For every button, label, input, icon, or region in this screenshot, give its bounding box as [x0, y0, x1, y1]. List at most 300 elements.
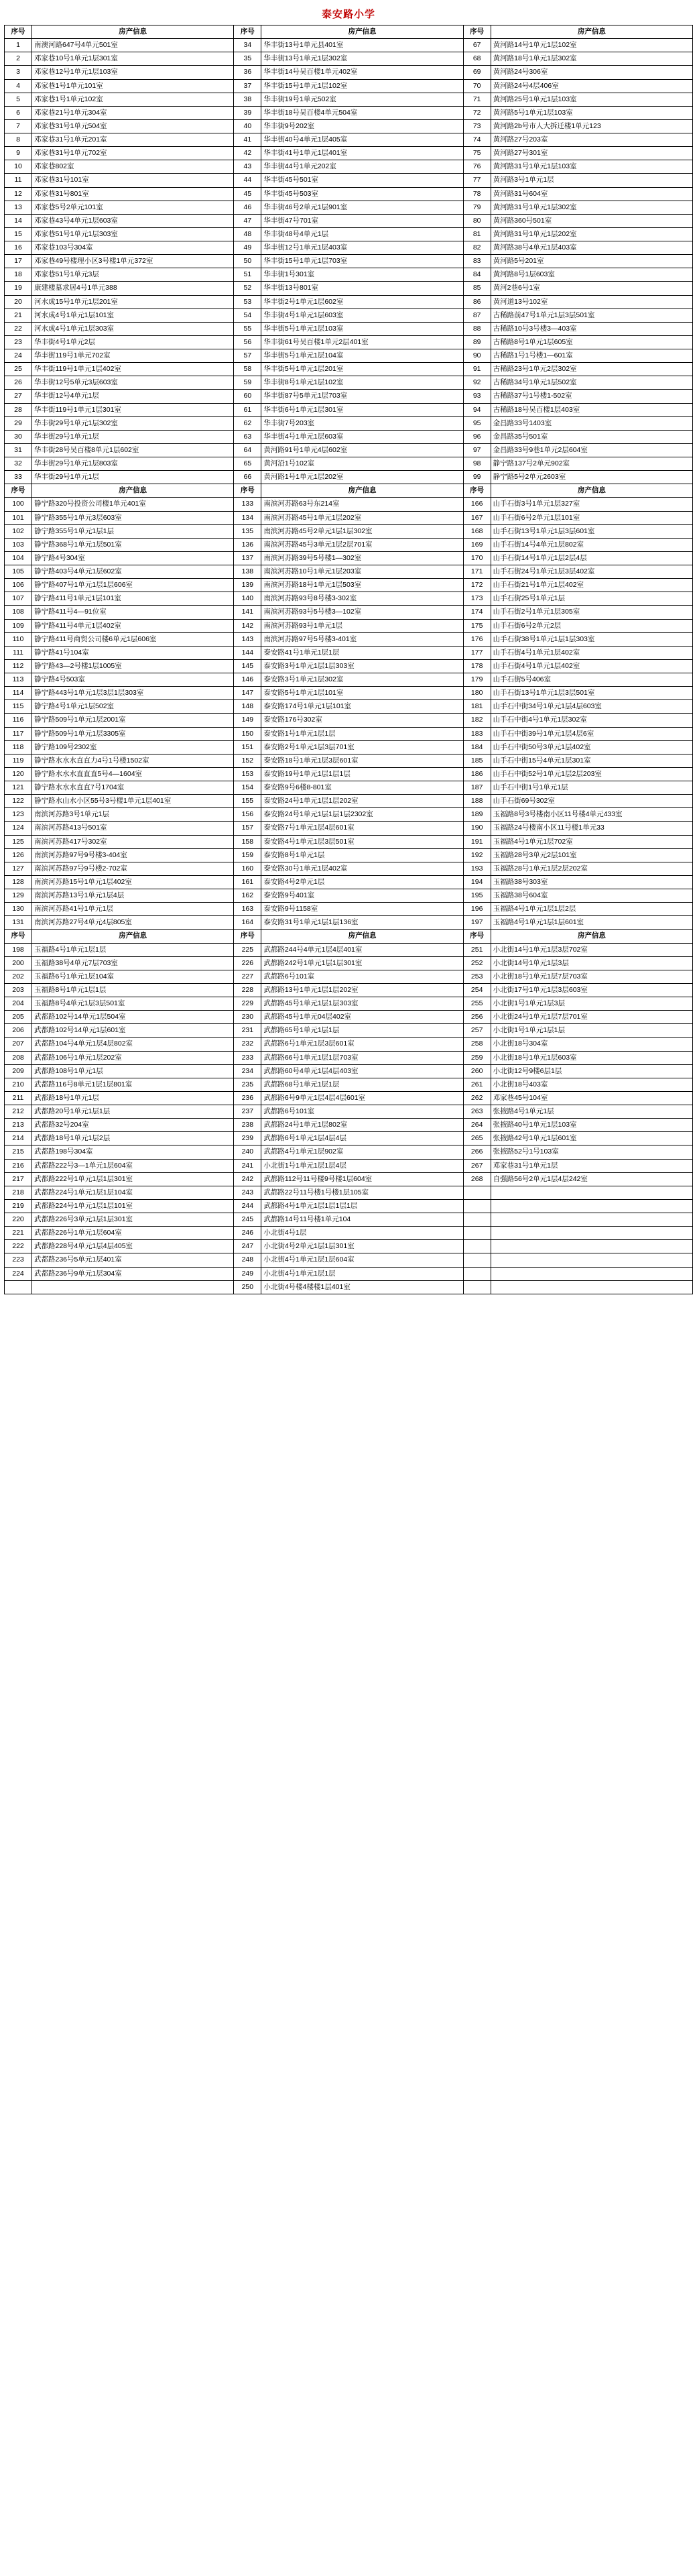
- cell-index: 45: [234, 187, 261, 201]
- cell-address: 古稀路10号3号楼3—403室: [491, 322, 692, 335]
- cell-address: 南滨河苏路63号东214室: [261, 498, 463, 511]
- cell-address: 武都路108号1单元1层: [32, 1064, 234, 1078]
- table-row: [5, 687, 693, 700]
- cell-index: 22: [5, 322, 32, 335]
- table-row: [5, 511, 693, 524]
- table-row: [5, 862, 693, 875]
- cell-index: [463, 1199, 491, 1213]
- cell-index: 157: [234, 822, 261, 835]
- cell-address: 泰安路7号1单元1层4层601室: [261, 822, 463, 835]
- cell-address: 南滨河苏路93号1单元1层: [261, 619, 463, 632]
- cell-address: 泰安路31号1单元1层1层136室: [261, 916, 463, 930]
- cell-index: 250: [234, 1280, 261, 1294]
- cell-address: 山手石街24号1单元1层3层402室: [491, 565, 692, 579]
- cell-index: 221: [5, 1227, 32, 1240]
- cell-address: 武都路102号14单元1层601室: [32, 1024, 234, 1038]
- table-row: [5, 322, 693, 335]
- cell-address: 张掖路40号1单元1层103室: [491, 1119, 692, 1132]
- table-row: [5, 592, 693, 606]
- cell-address: 武都路32号204室: [32, 1119, 234, 1132]
- cell-index: [463, 1240, 491, 1253]
- cell-index: 51: [234, 268, 261, 282]
- cell-address: 静宁路368号1单元1层501室: [32, 538, 234, 551]
- cell-address: 南滨河苏路13号1单元1层4层: [32, 889, 234, 903]
- table-row: [5, 538, 693, 551]
- table-row: [5, 997, 693, 1011]
- cell-index: 6: [5, 106, 32, 119]
- cell-index: 177: [463, 646, 491, 659]
- cell-index: 163: [234, 903, 261, 916]
- table-row: [5, 524, 693, 538]
- cell-address: 华丰街5号1单元1层201室: [261, 363, 463, 376]
- cell-index: 76: [463, 160, 491, 174]
- cell-index: 178: [463, 659, 491, 673]
- table-row: [5, 700, 693, 714]
- cell-address: 小北街1号1单元1层1层4层: [261, 1159, 463, 1172]
- cell-address: 小北街12号9楼6层1层: [491, 1064, 692, 1078]
- cell-address: 小北街18号1单元1层603室: [491, 1051, 692, 1064]
- cell-index: 209: [5, 1064, 32, 1078]
- cell-address: 泰安路24号1单元1层1层1层2302室: [261, 808, 463, 822]
- cell-index: 39: [234, 106, 261, 119]
- cell-address: 静宁路4号503室: [32, 673, 234, 687]
- cell-address: 华丰街6号1单元1层301室: [261, 403, 463, 416]
- cell-address: 华丰街7号203室: [261, 416, 463, 430]
- cell-index: 28: [5, 403, 32, 416]
- cell-address: 山手石街4号1单元1层402室: [491, 646, 692, 659]
- cell-address: 南滨河苏路45号3单元1层2层701室: [261, 538, 463, 551]
- header-addr-2: 房产信息: [261, 25, 463, 39]
- cell-index: 143: [234, 632, 261, 646]
- cell-index: 11: [5, 174, 32, 187]
- cell-address: 武都路116号8单元1层1层801室: [32, 1078, 234, 1091]
- cell-index: 62: [234, 416, 261, 430]
- cell-index: 247: [234, 1240, 261, 1253]
- cell-address: 华丰街8号1单元1层102室: [261, 376, 463, 390]
- cell-address: 小北街18号304室: [491, 1038, 692, 1051]
- cell-address: 南澳河路647号4单元501室: [32, 39, 234, 52]
- cell-address: 武都路6号9单元1层4层4层601室: [261, 1091, 463, 1105]
- table-row: [5, 457, 693, 471]
- cell-index: 251: [463, 943, 491, 956]
- cell-address: 华丰街13号1单元县401室: [261, 39, 463, 52]
- cell-index: 47: [234, 214, 261, 227]
- cell-address: 山手石中街4号1单元1层302室: [491, 714, 692, 727]
- cell-address: 武都路222号3—1单元1层604室: [32, 1159, 234, 1172]
- table-row: [5, 416, 693, 430]
- cell-index: 43: [234, 160, 261, 174]
- cell-index: 100: [5, 498, 32, 511]
- cell-address: 南滨河苏路97号5号楼3-401室: [261, 632, 463, 646]
- cell-index: 105: [5, 565, 32, 579]
- cell-index: [463, 1267, 491, 1280]
- cell-index: 268: [463, 1172, 491, 1186]
- cell-index: 114: [5, 687, 32, 700]
- cell-address: 邓家巷31号801室: [32, 187, 234, 201]
- cell-index: 195: [463, 889, 491, 903]
- cell-index: 206: [5, 1024, 32, 1038]
- cell-address: 华丰街15号1单元1层102室: [261, 79, 463, 93]
- cell-index: 101: [5, 511, 32, 524]
- cell-index: 176: [463, 632, 491, 646]
- cell-address: 武都路226号1单元1层604室: [32, 1227, 234, 1240]
- cell-index: 134: [234, 511, 261, 524]
- cell-index: 243: [234, 1186, 261, 1199]
- cell-index: 118: [5, 740, 32, 754]
- cell-address: 华丰街4号1单元1层603室: [261, 430, 463, 443]
- table-row: [5, 835, 693, 848]
- cell-address: 山手石街14号4单元1层802室: [491, 538, 692, 551]
- header-num-2: 序号: [234, 25, 261, 39]
- cell-index: 107: [5, 592, 32, 606]
- cell-index: 151: [234, 740, 261, 754]
- cell-index: 117: [5, 727, 32, 740]
- table-row: [5, 606, 693, 619]
- cell-address: 邓家巷31号1单元201室: [32, 133, 234, 147]
- cell-address: 静宁路411号4单元1层402室: [32, 619, 234, 632]
- cell-address: 泰安路9号1158室: [261, 903, 463, 916]
- table-row: [5, 565, 693, 579]
- table-row: [5, 916, 693, 930]
- cell-index: 252: [463, 956, 491, 970]
- cell-index: 149: [234, 714, 261, 727]
- cell-index: 20: [5, 295, 32, 309]
- header-num-2: 序号: [234, 484, 261, 498]
- cell-address: 玉福路38号303室: [491, 875, 692, 889]
- cell-index: 146: [234, 673, 261, 687]
- cell-address: 泰安路5号1单元1层101室: [261, 687, 463, 700]
- cell-index: 103: [5, 538, 32, 551]
- cell-address: 黄河道13号102室: [491, 295, 692, 309]
- cell-index: 84: [463, 268, 491, 282]
- cell-address: 玉福路38号4单元7层703室: [32, 956, 234, 970]
- table-body-2: [5, 484, 693, 930]
- cell-index: 197: [463, 916, 491, 930]
- cell-address: 山手石中街39号1单元1层4层6室: [491, 727, 692, 740]
- cell-index: 240: [234, 1145, 261, 1159]
- cell-index: 183: [463, 727, 491, 740]
- table-row: [5, 970, 693, 983]
- cell-index: 74: [463, 133, 491, 147]
- cell-index: [5, 1280, 32, 1294]
- cell-address: 静宁路水水水直直7号1704室: [32, 781, 234, 795]
- table-row: [5, 106, 693, 119]
- cell-address: 黄河路2b号市人大拆迁楼1单元123: [491, 119, 692, 133]
- cell-address: 古稀路18号吴百楼1层403室: [491, 403, 692, 416]
- cell-index: 89: [463, 335, 491, 349]
- cell-address: 小北街14号1单元1层3层: [491, 956, 692, 970]
- cell-index: 108: [5, 606, 32, 619]
- cell-address: 静宁路137号2单元902室: [491, 457, 692, 471]
- cell-address: 邓家巷31号1单元504室: [32, 119, 234, 133]
- cell-index: 232: [234, 1038, 261, 1051]
- cell-index: 116: [5, 714, 32, 727]
- cell-address: 武都路106号1单元1层202室: [32, 1051, 234, 1064]
- cell-index: 179: [463, 673, 491, 687]
- cell-address: 武都路66号1单元1层1层703室: [261, 1051, 463, 1064]
- cell-index: 15: [5, 227, 32, 241]
- table-row: [5, 619, 693, 632]
- page-title: 泰安路小学: [321, 9, 375, 20]
- cell-address: 黄河路14号1单元1层102室: [491, 39, 692, 52]
- table-row: [5, 174, 693, 187]
- cell-address: 武都路222号1单元1层1层301室: [32, 1172, 234, 1186]
- cell-index: 191: [463, 835, 491, 848]
- cell-index: 202: [5, 970, 32, 983]
- cell-address: 静宁路41号104室: [32, 646, 234, 659]
- cell-index: 152: [234, 754, 261, 767]
- cell-index: 228: [234, 983, 261, 997]
- cell-index: 48: [234, 227, 261, 241]
- cell-address: 静宁路411号1单元1层101室: [32, 592, 234, 606]
- cell-address: 武都路6号101室: [261, 1105, 463, 1119]
- table-row: [5, 1280, 693, 1294]
- cell-index: 96: [463, 430, 491, 443]
- cell-address: 武都路65号1单元1层1层: [261, 1024, 463, 1038]
- cell-index: 129: [5, 889, 32, 903]
- cell-index: 225: [234, 943, 261, 956]
- cell-address: 黄河路3号1单元1层: [491, 174, 692, 187]
- cell-address: 南滨河苏路39号5号楼1—302室: [261, 551, 463, 565]
- cell-address: [491, 1227, 692, 1240]
- cell-address: 张掖路42号1单元1层601室: [491, 1132, 692, 1145]
- cell-index: 3: [5, 66, 32, 79]
- cell-address: 南滨河苏路3号1单元1层: [32, 808, 234, 822]
- cell-index: 61: [234, 403, 261, 416]
- cell-address: 玉福路28号3单元2层101室: [491, 848, 692, 862]
- header-num-2: 序号: [234, 930, 261, 943]
- cell-index: 142: [234, 619, 261, 632]
- cell-address: 武都路228号4单元1层4层405室: [32, 1240, 234, 1253]
- cell-index: 26: [5, 376, 32, 390]
- table-row: [5, 390, 693, 403]
- cell-address: 邓家巷43号4单元1层603室: [32, 214, 234, 227]
- cell-address: 华丰街4号1单元1层603室: [261, 309, 463, 322]
- cell-address: 南滨河苏路93号5号楼3—102室: [261, 606, 463, 619]
- cell-index: 55: [234, 322, 261, 335]
- cell-index: 217: [5, 1172, 32, 1186]
- table-row: [5, 309, 693, 322]
- cell-index: 244: [234, 1199, 261, 1213]
- cell-address: 静宁路411号商贸公司楼6单元1层606室: [32, 632, 234, 646]
- cell-index: 248: [234, 1253, 261, 1267]
- table-header-row: [5, 930, 693, 943]
- table-row: [5, 714, 693, 727]
- cell-index: 83: [463, 255, 491, 268]
- table-row: [5, 632, 693, 646]
- cell-address: 华丰街1号301室: [261, 268, 463, 282]
- cell-index: 167: [463, 511, 491, 524]
- cell-address: 武都路13号1单元1层1层202室: [261, 983, 463, 997]
- cell-index: 211: [5, 1091, 32, 1105]
- table-row: [5, 52, 693, 66]
- cell-address: 邓家巷31号1单元1层: [491, 1159, 692, 1172]
- cell-address: [491, 1199, 692, 1213]
- cell-address: 南滨河苏路413号501室: [32, 822, 234, 835]
- cell-index: 156: [234, 808, 261, 822]
- cell-address: 武都路6号1单元1层3层601室: [261, 1038, 463, 1051]
- cell-index: [463, 1213, 491, 1227]
- cell-address: 小北街4号1层: [261, 1227, 463, 1240]
- cell-index: 257: [463, 1024, 491, 1038]
- cell-address: [491, 1253, 692, 1267]
- cell-index: 80: [463, 214, 491, 227]
- cell-index: 137: [234, 551, 261, 565]
- cell-address: 黄河路25号1单元1层103室: [491, 93, 692, 106]
- cell-index: 53: [234, 295, 261, 309]
- table-row: [5, 1119, 693, 1132]
- cell-address: 泰安路19号1单元1层1层1层: [261, 767, 463, 781]
- cell-index: 125: [5, 835, 32, 848]
- cell-index: 242: [234, 1172, 261, 1186]
- cell-index: 229: [234, 997, 261, 1011]
- cell-index: 193: [463, 862, 491, 875]
- cell-address: 静宁路443号1单元1层3层1层303室: [32, 687, 234, 700]
- table-row: [5, 363, 693, 376]
- cell-address: 玉福路4号1单元1层1层2层: [491, 903, 692, 916]
- cell-address: [491, 1240, 692, 1253]
- cell-index: 126: [5, 848, 32, 862]
- cell-address: 邓家巷51号1单元3层: [32, 268, 234, 282]
- cell-address: 黄河路31号1单元1层103室: [491, 160, 692, 174]
- table-row: [5, 214, 693, 227]
- cell-index: 136: [234, 538, 261, 551]
- cell-address: 南滨河苏路97号9号楼3-404室: [32, 848, 234, 862]
- cell-address: 武都路18号1单元1层: [32, 1091, 234, 1105]
- cell-address: 武都路60号4单元1层4层403室: [261, 1064, 463, 1078]
- table-header-row: [5, 25, 693, 39]
- cell-index: 90: [463, 349, 491, 363]
- cell-index: 231: [234, 1024, 261, 1038]
- cell-address: 玉福路4号1单元1层702室: [491, 835, 692, 848]
- cell-address: 华丰街13号801室: [261, 282, 463, 295]
- cell-index: 249: [234, 1267, 261, 1280]
- table-row: [5, 227, 693, 241]
- cell-index: 246: [234, 1227, 261, 1240]
- cell-address: 玉福路6号1单元1层104室: [32, 970, 234, 983]
- cell-address: 华丰街29号1单元1层803室: [32, 457, 234, 471]
- cell-index: 172: [463, 579, 491, 592]
- table-row: [5, 1159, 693, 1172]
- cell-index: 138: [234, 565, 261, 579]
- cell-index: 224: [5, 1267, 32, 1280]
- table-header-row: [5, 484, 693, 498]
- cell-index: 196: [463, 903, 491, 916]
- header-addr-3: 房产信息: [491, 930, 692, 943]
- cell-address: 静宁路4号1单元1层502室: [32, 700, 234, 714]
- cell-address: 黄河路24号4层406室: [491, 79, 692, 93]
- cell-address: 南滨河苏路97号9号楼2-702室: [32, 862, 234, 875]
- cell-address: 小北街4号楼4楼楼1层401室: [261, 1280, 463, 1294]
- table-row: [5, 781, 693, 795]
- cell-address: 南滨河苏路45号1单元1层202室: [261, 511, 463, 524]
- table-row: [5, 39, 693, 52]
- cell-address: 华丰街87号5单元1层703室: [261, 390, 463, 403]
- cell-address: 南滨河苏路417号302室: [32, 835, 234, 848]
- cell-index: 267: [463, 1159, 491, 1172]
- cell-index: 113: [5, 673, 32, 687]
- cell-address: 静宁路320号投资公司楼1单元401室: [32, 498, 234, 511]
- cell-index: 212: [5, 1105, 32, 1119]
- cell-index: 182: [463, 714, 491, 727]
- cell-address: 武都路68号1单元1层1层: [261, 1078, 463, 1091]
- cell-index: 226: [234, 956, 261, 970]
- cell-index: 122: [5, 795, 32, 808]
- cell-index: 204: [5, 997, 32, 1011]
- cell-address: 古稀路34号1单元1层502室: [491, 376, 692, 390]
- header-addr-3: 房产信息: [491, 484, 692, 498]
- cell-index: 123: [5, 808, 32, 822]
- cell-index: 154: [234, 781, 261, 795]
- cell-index: 241: [234, 1159, 261, 1172]
- cell-address: 黄河路18号1单元1层302室: [491, 52, 692, 66]
- cell-index: 198: [5, 943, 32, 956]
- cell-index: 115: [5, 700, 32, 714]
- cell-address: 黄河路31号1单元1层202室: [491, 227, 692, 241]
- cell-address: 黄河路8号1层603室: [491, 268, 692, 282]
- cell-address: 武都路24号1单元1层802室: [261, 1119, 463, 1132]
- table-row: [5, 66, 693, 79]
- cell-index: 63: [234, 430, 261, 443]
- cell-index: 145: [234, 659, 261, 673]
- cell-address: 玉福路4号1单元1层1层601室: [491, 916, 692, 930]
- cell-index: 72: [463, 106, 491, 119]
- cell-address: 华丰街61号吴百楼1单元2层401室: [261, 335, 463, 349]
- cell-index: 36: [234, 66, 261, 79]
- cell-address: 南滨河苏路41号1单元1层: [32, 903, 234, 916]
- cell-index: 258: [463, 1038, 491, 1051]
- cell-address: 泰安路18号1单元1层3层601室: [261, 754, 463, 767]
- cell-address: 泰安路2号1单元1层3层701室: [261, 740, 463, 754]
- cell-address: 邓家巷802室: [32, 160, 234, 174]
- cell-index: 164: [234, 916, 261, 930]
- cell-index: 24: [5, 349, 32, 363]
- header-num-1: 序号: [5, 25, 32, 39]
- cell-index: 91: [463, 363, 491, 376]
- cell-index: 73: [463, 119, 491, 133]
- cell-address: 玉福路8号3号楼南小区11号楼4单元433室: [491, 808, 692, 822]
- cell-index: 46: [234, 201, 261, 214]
- table-row: [5, 1145, 693, 1159]
- cell-address: 静宁路509号1单元1层2001室: [32, 714, 234, 727]
- cell-index: 213: [5, 1119, 32, 1132]
- cell-address: 黄河路24号306室: [491, 66, 692, 79]
- table-row: [5, 147, 693, 160]
- cell-index: 4: [5, 79, 32, 93]
- cell-address: [491, 1186, 692, 1199]
- cell-index: 173: [463, 592, 491, 606]
- cell-address: 泰安路9号401室: [261, 889, 463, 903]
- cell-index: 236: [234, 1091, 261, 1105]
- cell-address: 玉福路8号4单元1层3层501室: [32, 997, 234, 1011]
- table-row: [5, 1199, 693, 1213]
- cell-address: 山手石中街1号1单元1层: [491, 781, 692, 795]
- table-row: [5, 93, 693, 106]
- cell-address: 河水成4号1单元1层101室: [32, 309, 234, 322]
- table-row: [5, 1024, 693, 1038]
- cell-address: 黄河沿1号102室: [261, 457, 463, 471]
- cell-address: 泰安路3号1单元1层1层303室: [261, 659, 463, 673]
- cell-index: 67: [463, 39, 491, 52]
- cell-address: [491, 1213, 692, 1227]
- cell-address: 南滨河苏路45号2单元1层1层302室: [261, 524, 463, 538]
- cell-index: 25: [5, 363, 32, 376]
- cell-index: 59: [234, 376, 261, 390]
- cell-address: 武都路4号1单元1层1层1层1层: [261, 1199, 463, 1213]
- cell-index: 124: [5, 822, 32, 835]
- cell-index: 166: [463, 498, 491, 511]
- table-row: [5, 241, 693, 255]
